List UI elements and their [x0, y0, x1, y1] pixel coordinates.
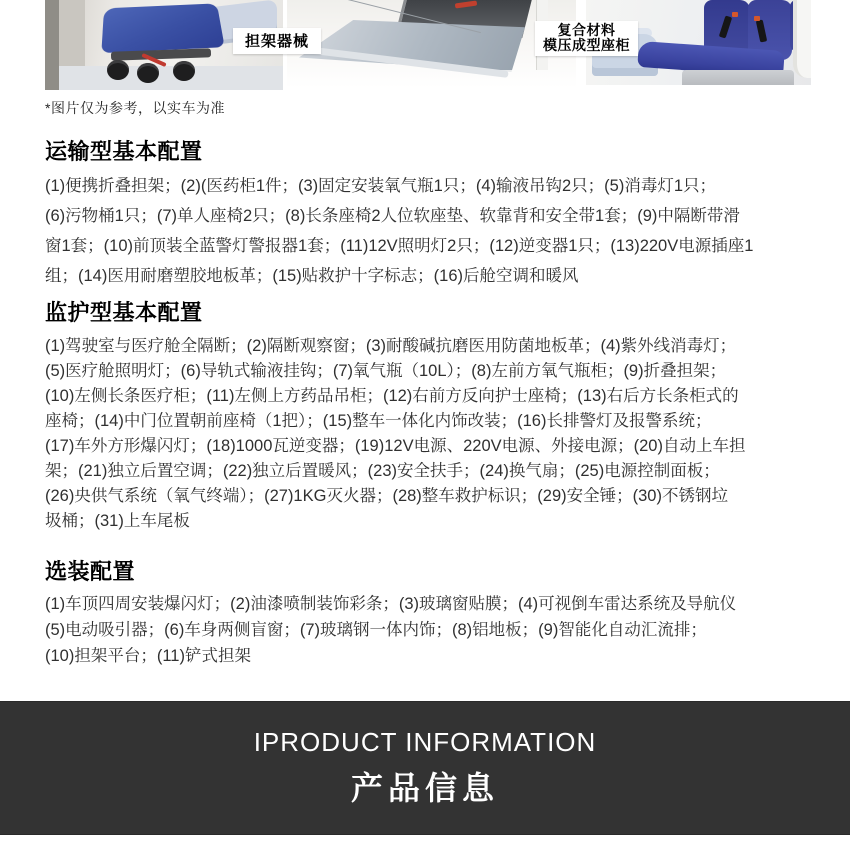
config-text-line: (6)污物桶1只；(7)单人座椅2只；(8)长条座椅2人位软座垫、软靠背和安全带1套；(9)中隔断带滑: [45, 207, 740, 225]
config-text-line: (17)车外方形爆闪灯；(18)1000瓦逆变器；(19)12V电源、220V电源、外接电源；(20)自动上车担: [45, 437, 746, 455]
config-text-line: (1)便携折叠担架；(2)(医药柜1件；(3)固定安装氧气瓶1只；(4)输液吊钩2只；(5)消毒灯1只；: [45, 177, 717, 195]
config-text-line: (5)医疗舱照明灯；(6)导轨式输液挂钩；(7)氧气瓶（10L）；(8)左前方氧气瓶柜；(9)折叠担架；: [45, 362, 727, 380]
door-pillar-shape: [793, 0, 811, 78]
seatbelt-clip-shape: [732, 12, 738, 17]
disclaimer-note: *图片仅为参考，以实车为准: [45, 100, 225, 116]
section-body-monitoring-config: [45, 334, 815, 534]
stretcher-wheel-shape: [173, 61, 195, 81]
section-body-optional-config: [45, 591, 815, 669]
config-text-line: (5)电动吸引器；(6)车身两侧盲窗；(7)玻璃钢一体内饰；(8)铝地板；(9)智能化自动汇流排；: [45, 621, 707, 639]
config-text-line: (10)担架平台；(11)铲式担架: [45, 647, 251, 665]
config-text-line: 架；(21)独立后置空调；(22)独立后置暖风；(23)安全扶手；(24)换气扇；(25)电源控制面板；: [45, 462, 720, 480]
doorframe-shape: [45, 0, 59, 90]
config-text-line: (1)驾驶室与医疗舱全隔断；(2)隔断观察窗；(3)耐酸碱抗磨医用防菌地板革；(4)紫外线消毒灯；: [45, 337, 737, 355]
photo-label-stretcher-equipment: 担架器械: [233, 28, 321, 54]
stretcher-mattress-shape: [101, 3, 224, 53]
config-text-line: 组；(14)医用耐磨塑胶地板革；(15)贴救护十字标志；(16)后舱空调和暖风: [45, 267, 579, 285]
config-text-line: (10)左侧长条医疗柜；(11)左侧上方药品吊柜；(12)右前方反向护士座椅；(13)右后方长条柜式的: [45, 387, 739, 405]
config-text-line: 座椅；(14)中门位置朝前座椅（1把）；(15)整车一体化内饰改装；(16)长排警灯及报警系统；: [45, 412, 712, 430]
section-title-optional-config: 选装配置: [45, 559, 136, 584]
banner-title-chinese: 产品信息: [350, 770, 499, 806]
stretcher-wheel-shape: [137, 63, 159, 83]
photo-stretcher-platform: [287, 0, 576, 88]
photo-label-cabinet-line1: 复合材料: [557, 22, 616, 38]
section-title-monitoring-config: 监护型基本配置: [45, 300, 203, 325]
config-text-line: 窗1套；(10)前顶装全蓝警灯警报器1套；(11)12V照明灯2只；(12)逆变器1只；(13)220V电源插座1: [45, 237, 754, 255]
floor-shape: [59, 66, 283, 90]
section-body-transport-config: [45, 171, 815, 291]
config-text-line: (1)车顶四周安装爆闪灯；(2)油漆喷制装饰彩条；(3)玻璃窗贴膜；(4)可视倒车雷达系统及导航仪: [45, 595, 737, 613]
banner-title-english: IPRODUCT INFORMATION: [253, 727, 597, 757]
product-information-banner: [0, 701, 850, 835]
config-text-line: 圾桶；(31)上车尾板: [45, 512, 190, 530]
config-text-line: (26)央供气系统（氧气终端）；(27)1KG灭火器；(28)整车救护标识；(29)安全锤；(30)不锈钢垃: [45, 487, 728, 505]
seatbelt-clip-shape: [754, 16, 760, 21]
photo-label-cabinet-line2: 模压成型座柜: [543, 37, 630, 53]
stretcher-wheel-shape: [107, 60, 129, 80]
section-title-transport-config: 运输型基本配置: [45, 139, 203, 164]
product-photos-strip: [45, 0, 811, 92]
photo-label-composite-seat-cabinet: [535, 21, 638, 56]
seat-base-cabinet-shape: [682, 70, 794, 85]
